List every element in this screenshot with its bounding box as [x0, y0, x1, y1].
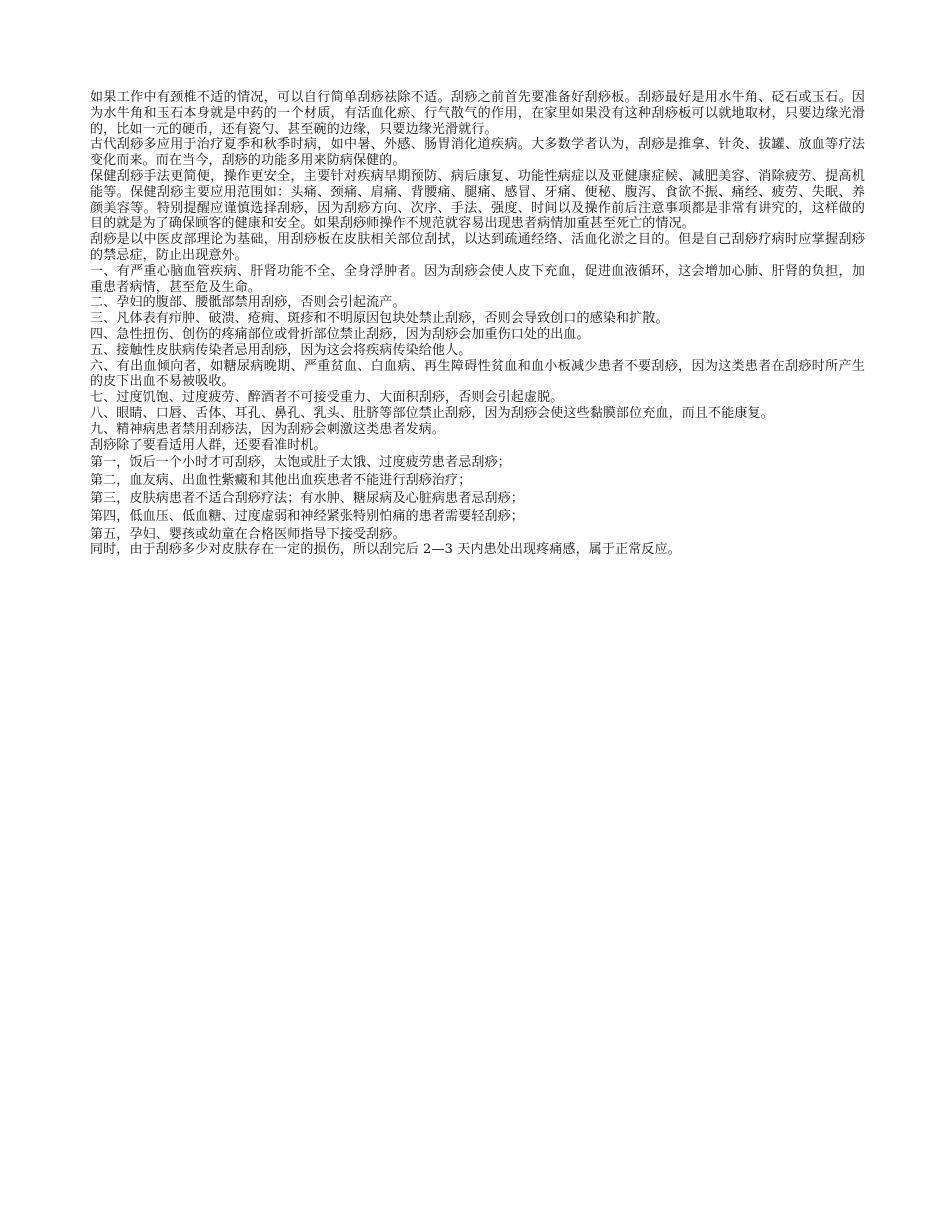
list-item-timing-2: 第二，血友病、出血性紫癜和其他出血疾患者不能进行刮痧治疗；: [90, 473, 472, 489]
paragraph-neck-discomfort-intro: 如果工作中有颈椎不适的情况，可以自行简单刮痧祛除不适。刮痧之前首先要准备好刮痧板。刮痧最好是用水牛角、砭石或玉石。因为水牛角和玉石本身就是中药的一个材质，有活血化瘀、行气散气的作用，在家里如果没有这种刮痧板可以就地取材，只要边缘光滑的，比如一元的硬币，还有瓷勺、甚至碗的边缘，只要边缘光滑就行。: [90, 90, 865, 137]
paragraph-timing-intro: 刮痧除了要看适用人群，还要看准时机。: [90, 437, 327, 453]
list-item-contraindication-6: 六、有出血倾向者，如糖尿病晚期、严重贫血、白血病、再生障碍性贫血和血小板减少患者不要刮痧，因为这类患者在刮痧时所产生的皮下出血不易被吸收。: [90, 358, 865, 390]
list-item-contraindication-4: 四、急性扭伤、创伤的疼痛部位或骨折部位禁止刮痧，因为刮痧会加重伤口处的出血。: [90, 326, 590, 342]
list-item-contraindication-8: 八、眼睛、口唇、舌体、耳孔、鼻孔、乳头、肚脐等部位禁止刮痧，因为刮痧会使这些黏膜部位充血，而且不能康复。: [90, 405, 774, 421]
document-body: [90, 90, 865, 558]
list-item-contraindication-1: 一、有严重心脑血管疾病、肝肾功能不全、全身浮肿者。因为刮痧会使人皮下充血，促进血液循环，这会增加心肺、肝肾的负担，加重患者病情，甚至危及生命。: [90, 263, 865, 295]
list-item-timing-1: 第一，饭后一个小时才可刮痧，太饱或肚子太饿、过度疲劳患者忌刮痧；: [90, 455, 511, 471]
paragraph-health-gua-sha: 保健刮痧手法更简便，操作更安全，主要针对疾病早期预防、病后康复、功能性病症以及亚健康症候、减肥美容、消除疲劳、提高机能等。保健刮痧主要应用范围如：头痛、颈痛、肩痛、背腰痛、腿痛、感冒、牙痛、便秘、腹泻、食欲不振、痛经、疲劳、失眠、养颜美容等。特别提醒应谨慎选择刮痧，因为刮痧方向、次序、手法、强度、时间以及操作前后注意事项都是非常有讲究的，这样做的目的就是为了确保顾客的健康和安全。如果刮痧师操作不规范就容易出现患者病情加重甚至死亡的情况。: [90, 168, 865, 232]
list-item-timing-3: 第三，皮肤病患者不适合刮痧疗法；有水肿、糖尿病及心脏病患者忌刮痧；: [90, 490, 524, 506]
paragraph-closing-note: 同时，由于刮痧多少对皮肤存在一定的损伤，所以刮完后 2—3 天内患处出现疼痛感，属于正常反应。: [90, 542, 681, 558]
list-item-contraindication-9: 九、精神病患者禁用刮痧法，因为刮痧会刺激这类患者发病。: [90, 421, 446, 437]
list-item-contraindication-5: 五、接触性皮肤病传染者忌用刮痧，因为这会将疾病传染给他人。: [90, 342, 472, 358]
list-item-timing-5: 第五，孕妇、婴孩或幼童在合格医师指导下接受刮痧。: [90, 526, 406, 542]
list-item-contraindication-7: 七、过度饥饱、过度疲劳、醉酒者不可接受重力、大面积刮痧，否则会引起虚脱。: [90, 390, 564, 406]
paragraph-ancient-gua-sha: 古代刮痧多应用于治疗夏季和秋季时病，如中暑、外感、肠胃消化道疾病。大多数学者认为，刮痧是推拿、针灸、拔罐、放血等疗法变化而来。而在当今，刮痧的功能多用来防病保健的。: [90, 137, 865, 169]
list-item-timing-4: 第四，低血压、低血糖、过度虚弱和神经紧张特别怕痛的患者需要轻刮痧；: [90, 508, 524, 524]
list-item-contraindication-3: 三、凡体表有疖肿、破溃、疮痈、斑疹和不明原因包块处禁止刮痧，否则会导致创口的感染和扩散。: [90, 311, 669, 327]
list-item-contraindication-2: 二、孕妇的腹部、腰骶部禁用刮痧，否则会引起流产。: [90, 295, 406, 311]
paragraph-theory-and-contraindications: 刮痧是以中医皮部理论为基础，用刮痧板在皮肤相关部位刮拭，以达到疏通经络、活血化淤之目的。但是自己刮痧疗病时应掌握刮痧的禁忌症，防止出现意外。: [90, 232, 865, 263]
